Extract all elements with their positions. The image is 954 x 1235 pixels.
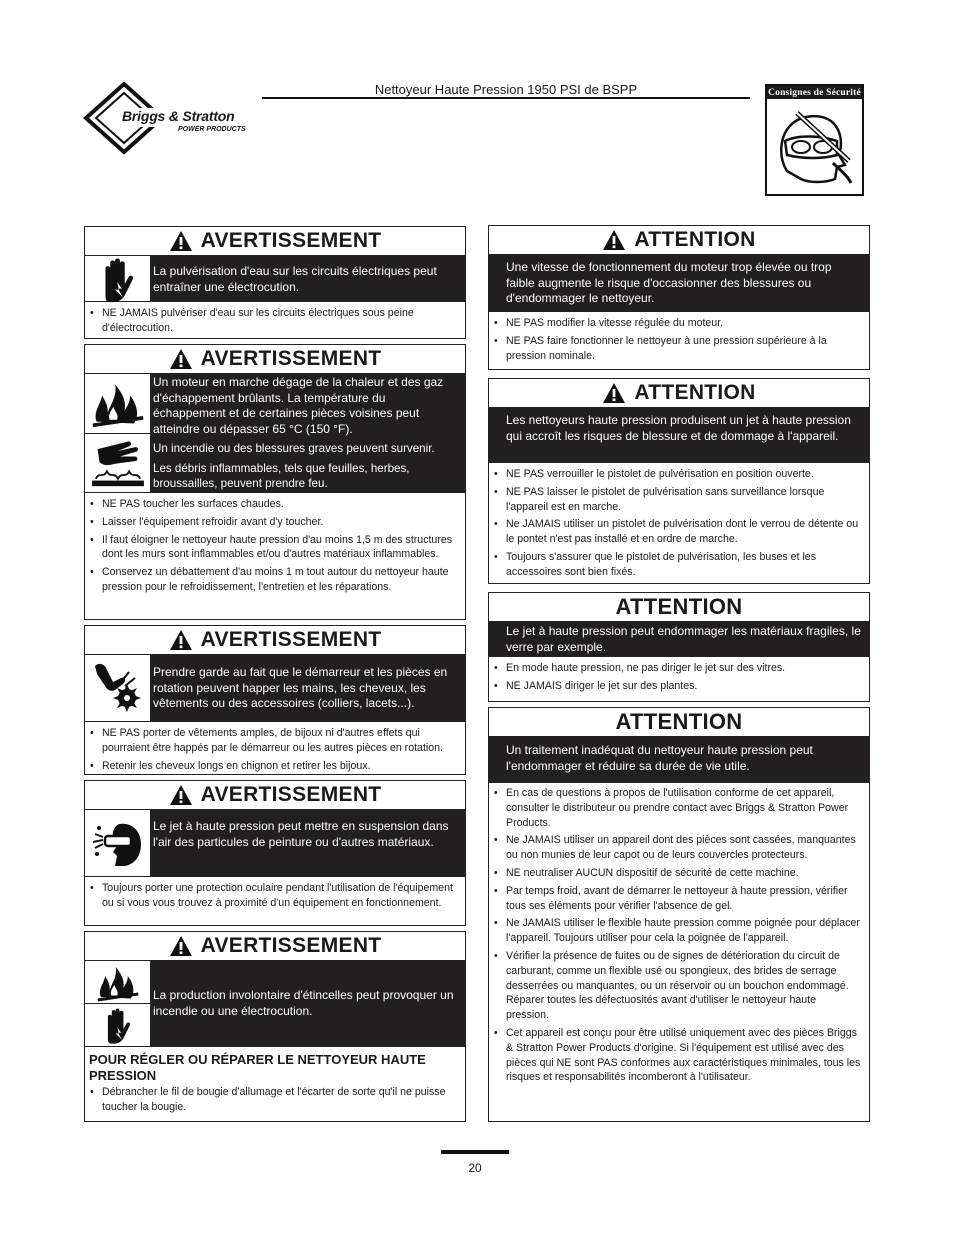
bullet-item: • En mode haute pression, ne pas diriger le jet sur des vitres. (506, 661, 861, 676)
warning-box-fire (84, 344, 466, 620)
caution-box-engine-speed (488, 225, 870, 370)
bullet-item: • NE JAMAIS diriger le jet sur des plantes. (506, 679, 861, 694)
bullet-item: • Il faut éloigner le nettoyeur haute pression d'au moins 1,5 m des structures dont les murs sont inflammables et/ou d'autres matériaux inflammables. (102, 533, 457, 563)
bullet-item: • Par temps froid, avant de démarrer le nettoyeur à haute pression, vérifier tous ses éléments pour vérifier l'absence de gel. (506, 884, 861, 914)
warning-box-eye-protection (84, 780, 466, 926)
caution-header (489, 708, 869, 737)
section-subheading: POUR RÉGLER OU RÉPARER LE NETTOYEUR HAUTE PRESSION (89, 1052, 426, 1083)
warning-header (85, 781, 465, 810)
warning-triangle-icon (169, 629, 193, 651)
warning-message: Un moteur en marche dégage de la chaleur et des gaz d'échappement brûlants. La température du échappement et de certaines pièces voisines peut atteindre ou dépasser 65 °C (150 °F). (153, 375, 444, 436)
warning-message: Prendre garde au fait que le démarreur et les pièces en rotation peuvent happer les mains, les cheveux, les vêtements ou des accessoires (colliers, lacets...). (151, 655, 465, 721)
eye-protection-icon (85, 810, 151, 876)
bullet-item: • Toujours porter une protection oculaire pendant l'utilisation de l'équipement ou si vous vous trouvez à proximité d'un équipement en fonctionnement. (102, 881, 457, 911)
warning-heading: AVERTISSEMENT (200, 934, 382, 957)
bullet-item: • Ne JAMAIS utiliser un pistolet de pulvérisation dont le verrou de détente ou le pontet n'est pas installé et en ordre de marche. (506, 517, 861, 547)
warning-heading: AVERTISSEMENT (200, 783, 382, 806)
caution-header (489, 379, 869, 408)
page-number: 20 (468, 1161, 482, 1175)
warning-box-electrocution (84, 226, 466, 339)
warning-header (85, 345, 465, 374)
safety-badge (765, 84, 864, 196)
bullet-item: • NE PAS modifier la vitesse régulée du moteur. (506, 316, 861, 331)
bullet-item: • Débrancher le fil de bougie d'allumage et l'écarter de sorte qu'il ne puisse toucher la bougie. (102, 1085, 457, 1115)
caution-box-high-pressure-jet (488, 378, 870, 584)
logo-subtext: POWER PRODUCTS (178, 126, 246, 133)
hot-surface-icon (85, 434, 151, 493)
warning-triangle-icon (602, 382, 626, 404)
footer-rule (441, 1150, 509, 1154)
caution-heading: ATTENTION (615, 594, 743, 619)
warning-message: Le jet à haute pression peut mettre en suspension dans l'air des particules de peinture ou d'autres matériaux. (151, 810, 465, 876)
warning-triangle-icon (169, 348, 193, 370)
badge-title: Consignes de Sécurité (768, 88, 861, 98)
warning-triangle-icon (602, 229, 626, 251)
caution-heading: ATTENTION (634, 228, 756, 251)
warning-heading: AVERTISSEMENT (200, 628, 382, 651)
warning-box-entanglement (84, 625, 466, 775)
caution-message: Une vitesse de fonctionnement du moteur trop élevée ou trop faible augmente le risque d'occasionner des blessures ou d'endommager le nettoyeur. (489, 255, 869, 312)
caution-message: Les nettoyeurs haute pression produisent un jet à haute pression qui accroît les risques de blessure et de dommage à l'appareil. (489, 408, 869, 463)
bullet-item: • NE PAS toucher les surfaces chaudes. (102, 497, 457, 512)
fire-icon (85, 374, 151, 434)
caution-message: Le jet à haute pression peut endommager les matériaux fragiles, le verre par exemple. (489, 622, 869, 657)
entanglement-icon (85, 655, 151, 721)
title-rule (262, 97, 750, 99)
document-title: Nettoyeur Haute Pression 1950 PSI de BSPP (374, 82, 638, 97)
fire-icon (85, 961, 151, 1004)
bullet-item: • NE PAS porter de vêtements amples, de bijoux ni d'autres effets qui pourraient être happés par le démarreur ou les autres pièces en rotation. (102, 726, 457, 756)
bullet-item: • NE PAS verrouiller le pistolet de pulvérisation en position ouverte. (506, 467, 861, 482)
caution-message: Un traitement inadéquat du nettoyeur haute pression peut l'endommager et réduire sa durée de vie utile. (489, 737, 869, 783)
warning-message: Un incendie ou des blessures graves peuvent survenir. (153, 442, 435, 455)
warning-header (85, 626, 465, 655)
caution-heading: ATTENTION (615, 709, 743, 734)
briggs-stratton-logo (82, 80, 254, 156)
warning-triangle-icon (169, 230, 193, 252)
electrocution-icon (85, 1004, 151, 1046)
warning-triangle-icon (169, 784, 193, 806)
bullet-item: • Cet appareil est conçu pour être utilisé uniquement avec des pièces Briggs & Stratton Power Products d'origine. Si l'équipement est utilisé avec des pièces qui NE sont PAS conformes aux caractéristiques minimales, tous les risques et responsabilités incomberont à l'utilisateur. (506, 1026, 861, 1085)
bullet-item: • NE neutraliser AUCUN dispositif de sécurité de cette machine. (506, 866, 861, 881)
warning-box-sparks (84, 931, 466, 1122)
warning-message: La production involontaire d'étincelles peut provoquer un incendie ou une électrocution. (151, 961, 465, 1046)
bullet-item: • En cas de questions à propos de l'utilisation conforme de cet appareil, consulter le distributeur ou prendre contact avec Briggs & Stratton Power Products. (506, 786, 861, 830)
bullet-item: • Retenir les cheveux longs en chignon et retirer les bijoux. (102, 759, 457, 774)
bullet-item: • Ne JAMAIS utiliser le flexible haute pression comme poignée pour déplacer l'appareil. Toujours utiliser pour cela la poignée de l'appareil. (506, 916, 861, 946)
bullet-item: • Laisser l'équipement refroidir avant d'y toucher. (102, 515, 457, 530)
warning-heading: AVERTISSEMENT (200, 347, 382, 370)
bullet-item: • Conservez un débattement d'au moins 1 m tout autour du nettoyeur haute pression pour le refroidissement, l'entretien et les réparations. (102, 565, 457, 595)
caution-header (489, 593, 869, 622)
caution-box-fragile-materials (488, 592, 870, 702)
warning-header (85, 932, 465, 961)
warning-heading: AVERTISSEMENT (200, 229, 382, 252)
bullet-item: • Toujours s'assurer que le pistolet de pulvérisation, les buses et les accessoires sont bien fixés. (506, 550, 861, 580)
warning-triangle-icon (169, 935, 193, 957)
bullet-item: • NE PAS faire fonctionner le nettoyeur à une pression supérieure à la pression nominale. (506, 334, 861, 364)
logo-text: Briggs & Stratton (122, 108, 235, 124)
bullet-item: • NE JAMAIS pulvériser d'eau sur les circuits électriques sous peine d'électrocution. (102, 306, 457, 336)
bullet-item: • Vérifier la présence de fuites ou de signes de détérioration du circuit de carburant, comme un flexible usé ou spongieux, des brides de serrage desserrées ou manquantes, ou un réservoir ou un bouchon endommagé. Réparer toutes les défectuosités avant d'utiliser le nettoyeur haute pression. (506, 949, 861, 1023)
caution-header (489, 226, 869, 255)
caution-heading: ATTENTION (634, 381, 756, 404)
warning-message: Les débris inflammables, tels que feuilles, herbes, broussailles, peuvent prendre feu. (153, 461, 410, 490)
caution-box-handling (488, 707, 870, 1122)
bullet-item: • NE PAS laisser le pistolet de pulvérisation sans surveillance lorsque l'appareil est en marche. (506, 485, 861, 515)
goggles-face-icon (767, 99, 862, 191)
bullet-item: • Ne JAMAIS utiliser un appareil dont des pièces sont cassées, manquantes ou non munies de leur capot ou de leurs couvercles protecteurs. (506, 833, 861, 863)
warning-message: La pulvérisation d'eau sur les circuits électriques peut entraîner une électrocution. (151, 256, 465, 301)
electrocution-icon (85, 256, 151, 301)
